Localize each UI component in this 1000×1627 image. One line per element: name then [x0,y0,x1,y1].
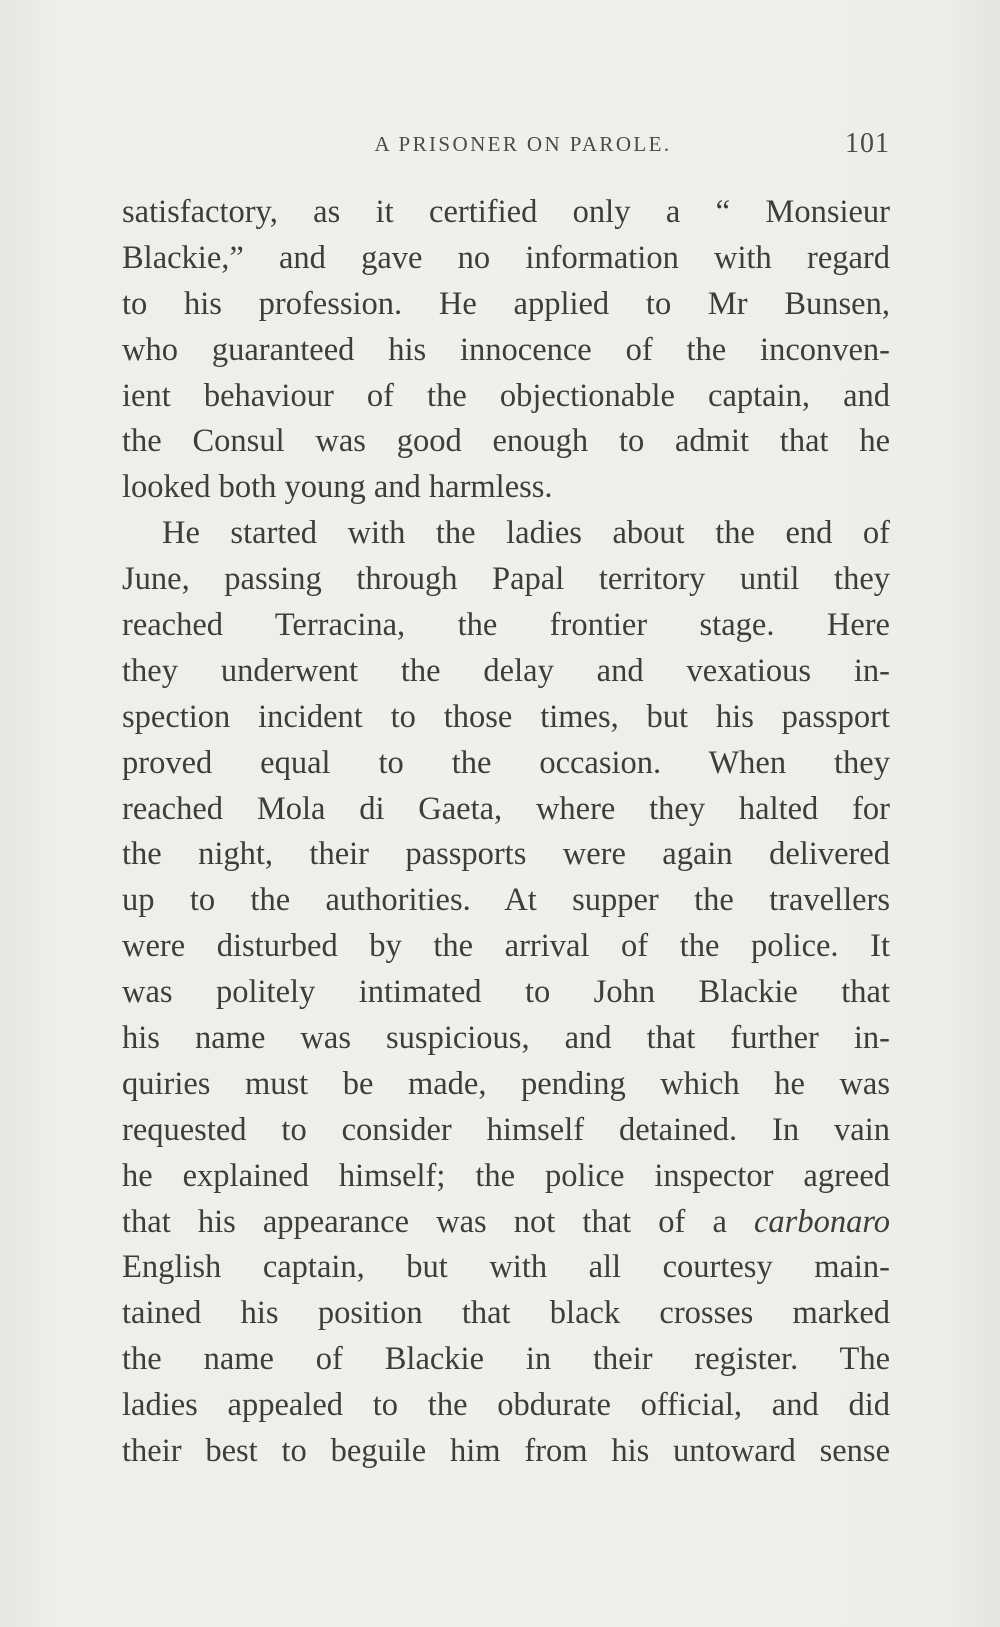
text-line: the Consul was good enough to admit that he [122,423,890,460]
italic-word: carbonaro [754,1203,890,1240]
text-line: the name of Blackie in their register. The [122,1341,890,1378]
page-number: 101 [845,128,890,159]
text-line: they underwent the delay and vexatious in- [122,652,890,689]
running-head [122,128,890,168]
text-line: who guaranteed his innocence of the inconven- [122,331,890,368]
text-line: quiries must be made, pending which he was [122,1065,890,1102]
text-line: satisfactory, as it certified only a “ Monsieur [122,194,890,230]
text-line: to his profession. He applied to Mr Bunsen, [122,285,890,322]
text-line: he explained himself; the police inspector agreed [122,1157,890,1194]
text-line: the night, their passports were again delivered [122,836,890,873]
text-line: proved equal to the occasion. When they [122,744,890,781]
text-line: reached Terracina, the frontier stage. Here [122,607,890,644]
text-line: Blackie,” and gave no information with regard [122,239,890,276]
body-text [122,190,890,1475]
running-title: A PRISONER ON PAROLE. [374,132,672,156]
text-line: their best to beguile him from his untoward sense [122,1433,890,1470]
text-line-with-italic [122,1200,890,1246]
text-line: June, passing through Papal territory until they [122,561,890,598]
text-line: up to the authorities. At supper the travellers [122,882,890,919]
text-line: reached Mola di Gaeta, where they halted for [122,790,890,827]
text-line: ladies appealed to the obdurate official, and did [122,1387,890,1424]
text-line: was politely intimated to John Blackie that [122,974,890,1011]
paragraph-start-line: He started with the ladies about the end of [162,515,890,552]
text-line: his name was suspicious, and that further in- [122,1020,890,1057]
text-line: spection incident to those times, but his passport [122,698,890,735]
text-line: requested to consider himself detained. In vain [122,1111,890,1148]
text-fragment: that his appearance was not that of a [122,1203,727,1240]
paragraph-end-line: looked both young and harmless. [122,469,553,506]
text-line: ient behaviour of the objectionable captain, and [122,377,890,414]
text-line: tained his position that black crosses marked [122,1295,890,1332]
text-line: English captain, but with all courtesy main- [122,1249,890,1286]
text-line: were disturbed by the arrival of the police. It [122,928,890,965]
